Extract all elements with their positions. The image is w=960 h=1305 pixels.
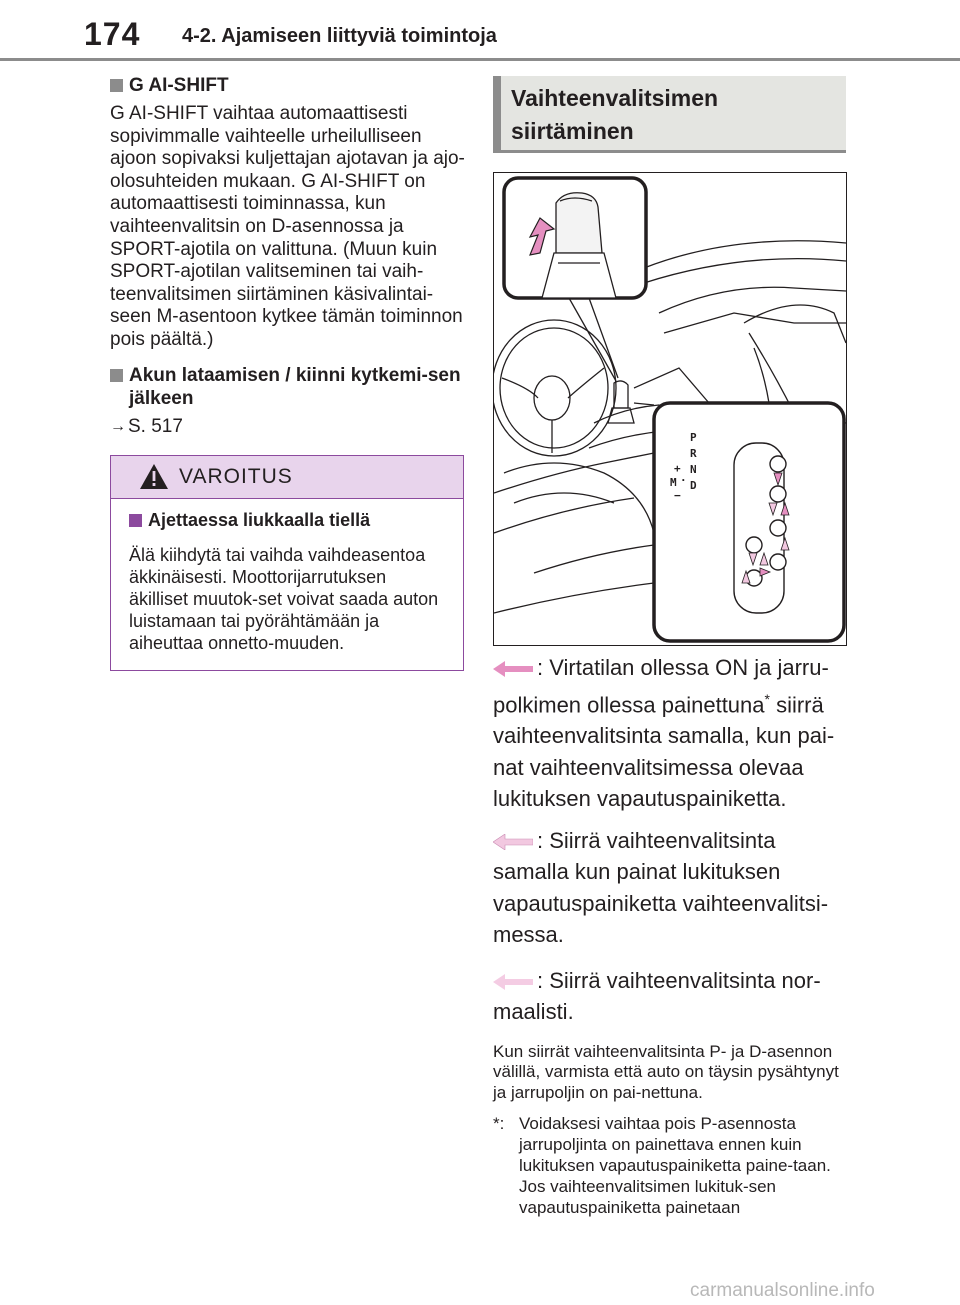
footnote [493, 1113, 848, 1218]
subheading-text: G AI-SHIFT [129, 75, 229, 96]
gear-label-n: N [690, 463, 697, 476]
reference-text: S. 517 [128, 415, 183, 437]
square-bullet-icon [129, 514, 142, 527]
shift-lever-illustration [493, 172, 847, 646]
gear-label-d: D [690, 479, 697, 492]
page-reference[interactable] [110, 416, 466, 438]
warning-header [111, 456, 463, 499]
left-column [110, 74, 466, 438]
footnote-mark: *: [493, 1114, 505, 1134]
warning-title: VAROITUS [179, 465, 293, 488]
chapter-title: 4-2. Ajamiseen liittyviä toimintoja [182, 25, 497, 47]
legend-item-2-text: : Siirrä vaihteenvalitsinta samalla kun painat lukituksen vapautuspainiketta vaihteenvalitsi-messa. [493, 827, 829, 948]
g-ai-shift-body: G AI-SHIFT vaihtaa automaattisesti sopivimmalle vaihteelle urheilulliseen ajoon sopivaksi kuljettajan ajotavan ja ajo-olosuhteiden mukaan. G AI-SHIFT on automaattisesti toiminnassa, kun vaihteenvalitsin on D-asennossa ja SPORT-ajotila on valittuna. (Muun kuin SPORT-ajotilan valitseminen tai vaih-teenvalitsimen siirtäminen käsivalintai-seen M-asentoon kytkee tämän toiminnon pois päältä.) [110, 103, 465, 350]
warning-triangle-icon [139, 463, 169, 490]
warning-body [111, 499, 463, 654]
watermark: carmanualsonline.info [690, 1280, 875, 1301]
section-title-line1: Vaihteenvalitsimen [511, 85, 719, 111]
square-bullet-icon [110, 79, 123, 92]
arrow-left-plain-icon [493, 974, 533, 990]
legend-item-3 [493, 965, 848, 1028]
footnote-text: Voidaksesi vaihtaa pois P-asennosta jarrupoljinta on painettava ennen kuin lukituksen vapautuspainiketta paine-taan. Jos vaihteenvalitsimen lukituk-sen vapautuspainiketta painetaan [519, 1114, 831, 1218]
gear-label-r: R [690, 447, 697, 460]
header-rule [0, 58, 960, 61]
footnote-ref-mark: * [764, 690, 770, 707]
legend-item-2 [493, 825, 848, 951]
gear-label-m: M [670, 476, 677, 489]
right-column [493, 652, 848, 1218]
gear-label-p: P [690, 431, 697, 444]
subheading-g-ai-shift [110, 74, 466, 97]
legend-item-1-text: : Virtatilan ollessa ON ja jarru-polkimen ollessa painettuna [493, 655, 829, 717]
subheading-text: Akun lataamisen / kiinni kytkemi-sen jälkeen [129, 364, 461, 409]
square-bullet-icon [110, 369, 123, 382]
warning-subheading [129, 509, 445, 532]
warning-text: Älä kiihdytä tai vaihda vaihdeasentoa äkkinäisesti. Moottorijarrutuksen äkilliset muutok-set voivat saada auton luistamaan tai pyörähtämään ja aiheuttaa onnetto-muuden. [129, 545, 439, 653]
legend-item-3-text: : Siirrä vaihteenvalitsinta nor-maalisti. [493, 967, 821, 1025]
gear-minus: − [674, 489, 681, 502]
page-number: 174 [84, 16, 141, 52]
arrow-right-icon: → [110, 417, 126, 435]
section-title [493, 76, 846, 152]
gear-dot: · [680, 474, 687, 487]
warning-subheading-text: Ajettaessa liukkaalla tiellä [148, 510, 371, 530]
page-header [0, 0, 960, 62]
arrow-left-light-icon [493, 834, 533, 850]
arrow-left-pink-icon [493, 661, 533, 677]
legend-item-1-text-end: siirrä vaihteenvalitsinta samalla, kun pai-nat vaihteenvalitsimessa olevaa lukituksen vapautuspainiketta. [493, 691, 835, 812]
section-rule [493, 150, 846, 153]
subheading-battery [110, 364, 466, 410]
legend-item-1 [493, 652, 848, 815]
section-title-line2: siirtäminen [511, 118, 634, 144]
car-interior-drawing [494, 173, 846, 645]
shift-note: Kun siirrät vaihteenvalitsinta P- ja D-asennon välillä, varmista että auto on täysin pysähtynyt ja jarrupoljin on pai-nettuna. [493, 1041, 839, 1102]
warning-box [110, 455, 464, 671]
gear-plus: + [674, 462, 681, 475]
